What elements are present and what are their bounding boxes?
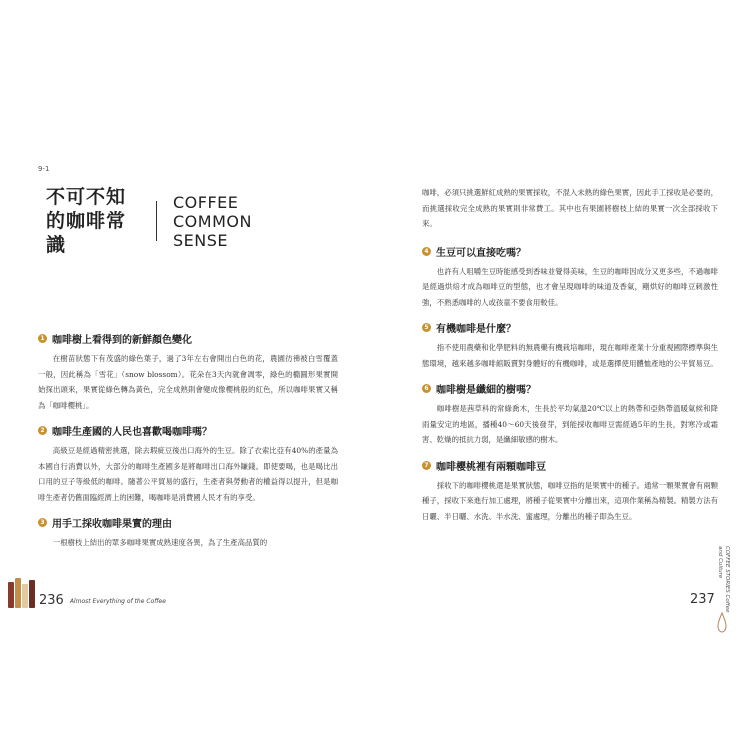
- section-body: 也許有人咀嚼生豆時能感受到香味並覺得美味，生豆的咖啡因成分又更多些，不過咖啡是經過烘焙才成為咖啡豆的型態，也才會呈現咖啡的味道及香氣，剛烘好的咖啡豆刺激性強，不熟悉咖啡的人或孩童不要食用較佳。: [422, 266, 718, 307]
- book-spine-icon: [15, 578, 21, 608]
- section-1: [38, 331, 338, 413]
- section-body: 咖啡樹是茜草科的常綠喬木，生長於平均氣溫20℃以上的熱帶和亞熱帶溫暖氣候和降雨量安定的地區，播種40～60天後發芽，到能採收咖啡豆需經過5年的生長，對寒冷或霜害、乾燥的抵抗力弱，是纖細敏感的樹木。: [422, 404, 718, 444]
- section-heading: [38, 515, 338, 530]
- section-body: 指不使用農藥和化學肥料的無農藥有機栽培咖啡，現在咖啡產業十分重視國際標準與生態環境，越來越多咖啡館販賣對身體好的有機咖啡，或是選擇使用體恤產地的公平貿易豆。: [422, 343, 718, 368]
- book-spine-icon: [8, 582, 14, 608]
- section-5: [422, 320, 718, 371]
- chapter-title-en: COFFEE COMMON SENSE: [173, 192, 252, 250]
- book-spine-icon: [29, 580, 35, 608]
- section-body: 採收下的咖啡櫻桃還是果實狀態，咖啡豆指的是果實中的種子。通常一顆果實會有兩顆種子，採收下來進行加工處理，將種子從果實中分離出來，這項作業稱為精製。精製方法有日曬、半日曬、水洗、半水洗、蜜處理，分離出的種子即為生豆。: [422, 480, 718, 521]
- running-footer-left: Almost Everything of the Coffee: [69, 598, 166, 605]
- section-heading: [38, 331, 338, 346]
- continued-text: 咖啡，必須只挑選鮮紅成熟的果實採收，不混入未熟的綠色果實，因此手工採收是必要的，而挑選採收完全成熟的果實則非常費工。其中也有果園將樹枝上結的果實一次全部採收下來。: [422, 188, 718, 228]
- left-page: [38, 165, 338, 551]
- number-badge-icon: 3: [38, 518, 47, 527]
- section-body: 在樹苗狀態下有茂盛的綠色葉子，過了3年左右會開出白色的花，農園彷彿被白雪覆蓋一般，因此稱為「雪花」（snow blossom）。花朵在3天內就會凋零，綠色的橢圓形果實開始探出頭來，果實從綠色轉為黃色，完全成熟則會變成像櫻桃般的紅色，所以咖啡果實又稱為「咖啡櫻桃」。: [38, 354, 338, 410]
- coffee-drip-icon: [716, 612, 728, 634]
- side-label-line-2: Coffee and Culture: [717, 546, 730, 613]
- section-heading: [422, 244, 718, 259]
- section-title: 有機咖啡是什麼？: [436, 324, 516, 335]
- section-3: [38, 515, 338, 551]
- section-heading: [422, 320, 718, 335]
- section-title: 咖啡生產國的人民也喜歡喝咖啡嗎？: [52, 427, 212, 438]
- chapter-title: [46, 185, 338, 257]
- number-badge-icon: 2: [38, 426, 47, 435]
- section-heading: [422, 458, 718, 473]
- section-7: [422, 458, 718, 525]
- number-badge-icon: 4: [422, 247, 431, 256]
- section-heading: [422, 381, 718, 396]
- section-6: [422, 381, 718, 448]
- side-section-label: [716, 546, 730, 616]
- section-title: 生豆可以直接吃嗎？: [436, 247, 526, 259]
- right-page: [422, 185, 718, 524]
- section-title: 咖啡樹是纖細的樹嗎？: [436, 385, 536, 396]
- side-label-line-1: COFFEE STORIES: [724, 546, 730, 593]
- section-title: 咖啡樹上看得到的新鮮顏色變化: [52, 335, 192, 346]
- page-number-right: 237: [690, 592, 715, 607]
- left-footer: [8, 578, 166, 608]
- book-spine-icon: [22, 584, 28, 608]
- section-4: [422, 244, 718, 311]
- section-title: 用手工採收咖啡果實的理由: [52, 519, 172, 530]
- section-heading: [38, 423, 338, 438]
- number-badge-icon: 6: [422, 384, 431, 393]
- section-body: 一根樹枝上結出的眾多咖啡果實成熟速度各異，為了生產高品質的: [52, 538, 268, 547]
- section-body: 高級豆是經過精密挑選，除去瑕疵豆後出口海外的生豆。除了衣索比亞有40%的產量為本國自行消費以外，大部分的咖啡生產國多是將咖啡出口海外賺錢。即使要喝，也是喝比出口用的豆子等級低的咖啡。隨著公平貿易的盛行，生產者與勞動者的權益得以提升，但是咖啡生產者仍舊面臨經濟上的困難，喝咖啡是消費國人民才有的享受。: [38, 446, 338, 502]
- number-badge-icon: 7: [422, 461, 431, 470]
- section-title: 咖啡櫻桃裡有兩顆咖啡豆: [436, 461, 546, 473]
- section-2: [38, 423, 338, 505]
- books-icon: [8, 578, 35, 608]
- page-number-left: 236: [39, 593, 64, 608]
- chapter-number: 9-1: [38, 165, 50, 173]
- title-divider: [156, 201, 157, 241]
- number-badge-icon: 1: [38, 334, 47, 343]
- chapter-title-zh: 不可不知的咖啡常識: [46, 186, 127, 256]
- number-badge-icon: 5: [422, 323, 431, 332]
